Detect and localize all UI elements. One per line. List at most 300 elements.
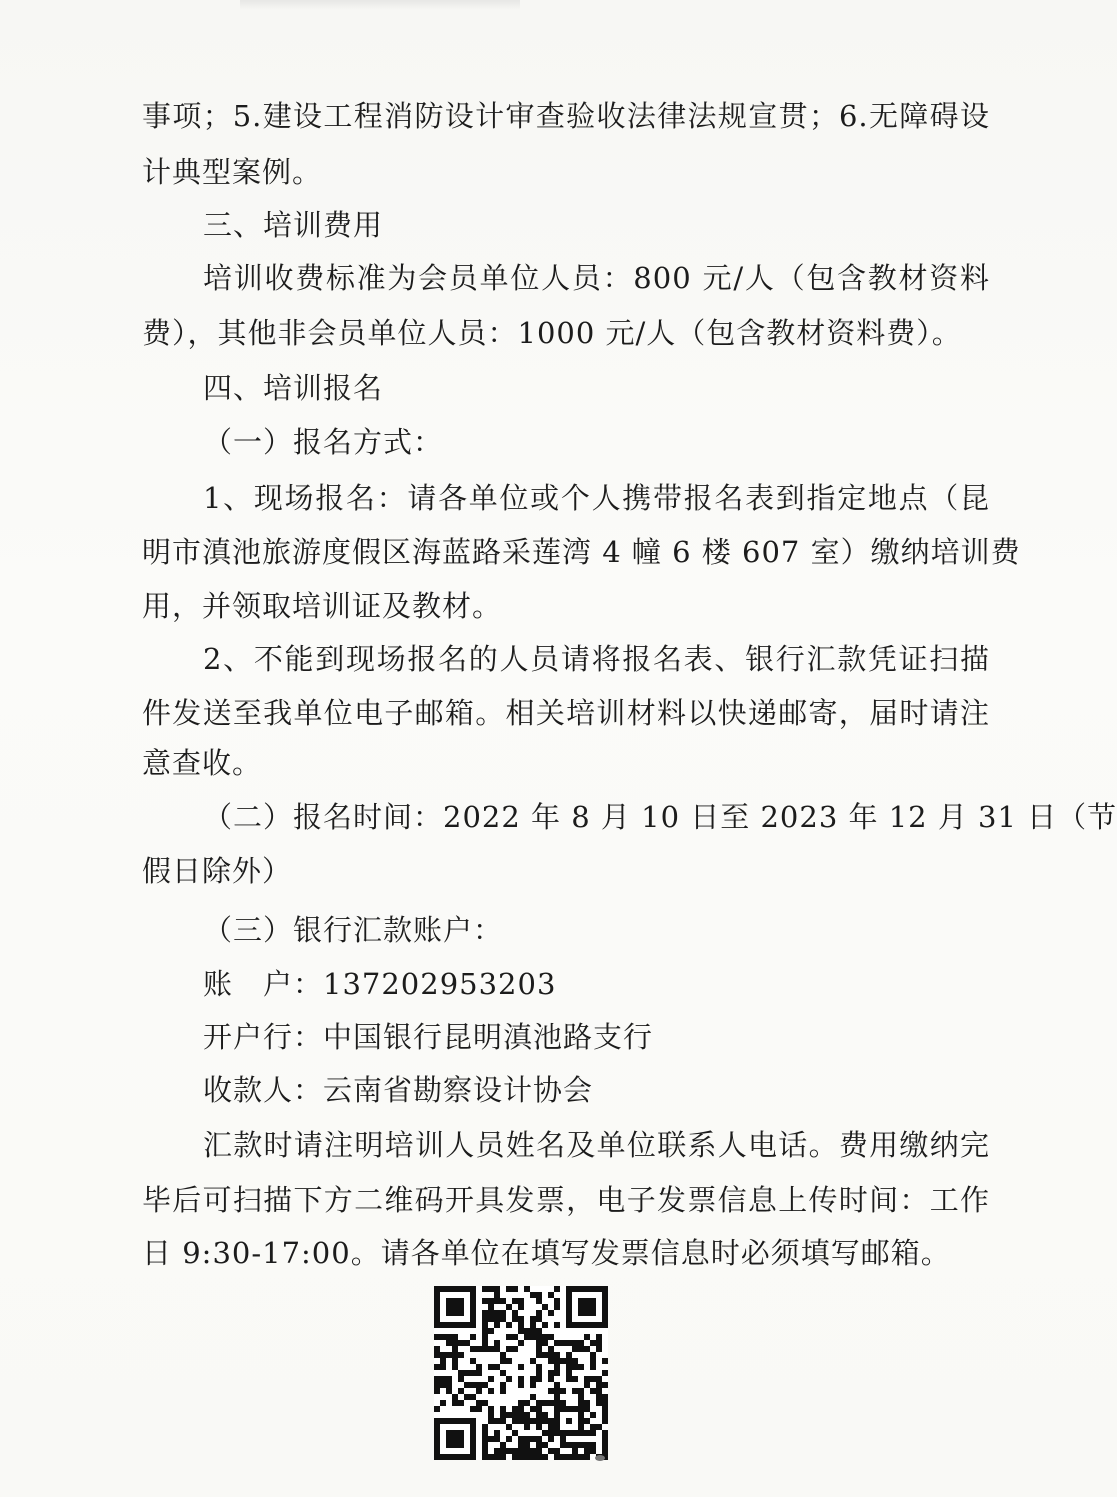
- qr-module: [446, 1322, 452, 1328]
- qr-module: [524, 1328, 530, 1334]
- qr-module: [494, 1418, 500, 1424]
- qr-module: [470, 1418, 476, 1424]
- qr-module: [590, 1430, 596, 1436]
- payment-note-line-2: 毕后可扫描下方二维码开具发票，电子发票信息上传时间：工作: [142, 1183, 990, 1217]
- qr-module: [536, 1316, 542, 1322]
- qr-module: [488, 1364, 494, 1370]
- qr-module: [470, 1370, 476, 1376]
- qr-module: [488, 1286, 494, 1292]
- qr-module: [506, 1358, 512, 1364]
- qr-module: [434, 1334, 440, 1340]
- qr-module: [518, 1298, 524, 1304]
- qr-module: [530, 1382, 536, 1388]
- qr-module: [578, 1406, 584, 1412]
- qr-module: [584, 1286, 590, 1292]
- qr-module: [602, 1406, 608, 1412]
- qr-module: [470, 1394, 476, 1400]
- qr-module: [536, 1400, 542, 1406]
- qr-module: [536, 1340, 542, 1346]
- qr-module: [566, 1418, 572, 1424]
- qr-module: [512, 1418, 518, 1424]
- qr-module: [578, 1430, 584, 1436]
- qr-module: [458, 1340, 464, 1346]
- qr-module: [518, 1340, 524, 1346]
- qr-module: [434, 1292, 440, 1298]
- qr-module: [506, 1322, 512, 1328]
- qr-module: [590, 1364, 596, 1370]
- qr-module: [470, 1448, 476, 1454]
- qr-module: [512, 1334, 518, 1340]
- qr-module: [494, 1430, 500, 1436]
- qr-module: [536, 1412, 542, 1418]
- qr-module: [506, 1424, 512, 1430]
- qr-module: [578, 1394, 584, 1400]
- qr-module: [602, 1298, 608, 1304]
- qr-module: [518, 1328, 524, 1334]
- qr-module: [530, 1376, 536, 1382]
- qr-module: [554, 1298, 560, 1304]
- qr-module: [434, 1346, 440, 1352]
- qr-module: [506, 1304, 512, 1310]
- qr-module: [602, 1304, 608, 1310]
- qr-module: [554, 1286, 560, 1292]
- qr-module: [488, 1406, 494, 1412]
- qr-module: [602, 1370, 608, 1376]
- qr-module: [578, 1322, 584, 1328]
- bank-account-heading: （三）银行汇款账户：: [203, 913, 504, 947]
- qr-module: [566, 1358, 572, 1364]
- qr-module: [476, 1406, 482, 1412]
- qr-module: [506, 1436, 512, 1442]
- qr-module: [506, 1376, 512, 1382]
- qr-module: [452, 1334, 458, 1340]
- qr-module: [440, 1334, 446, 1340]
- qr-module: [584, 1430, 590, 1436]
- qr-module: [512, 1286, 518, 1292]
- qr-module: [464, 1394, 470, 1400]
- qr-module: [464, 1286, 470, 1292]
- qr-module: [548, 1352, 554, 1358]
- qr-module: [434, 1424, 440, 1430]
- qr-module: [440, 1358, 446, 1364]
- qr-module: [464, 1370, 470, 1376]
- qr-module: [554, 1448, 560, 1454]
- qr-module: [506, 1286, 512, 1292]
- qr-module: [458, 1430, 464, 1436]
- qr-module: [434, 1406, 440, 1412]
- qr-module: [524, 1334, 530, 1340]
- qr-module: [554, 1388, 560, 1394]
- qr-module: [452, 1358, 458, 1364]
- qr-module: [524, 1424, 530, 1430]
- qr-module: [602, 1310, 608, 1316]
- qr-module: [548, 1346, 554, 1352]
- qr-module: [572, 1442, 578, 1448]
- qr-module: [596, 1424, 602, 1430]
- qr-module: [572, 1430, 578, 1436]
- qr-module: [506, 1448, 512, 1454]
- qr-module: [596, 1388, 602, 1394]
- qr-module: [434, 1352, 440, 1358]
- onsite-line-2: 明市滇池旅游度假区海蓝路采莲湾 4 幢 6 楼 607 室）缴纳培训费: [142, 535, 1021, 569]
- qr-module: [530, 1418, 536, 1424]
- qr-module: [536, 1334, 542, 1340]
- qr-module: [578, 1424, 584, 1430]
- qr-module: [452, 1436, 458, 1442]
- qr-module: [434, 1376, 440, 1382]
- qr-module: [494, 1346, 500, 1352]
- qr-module: [530, 1454, 536, 1460]
- qr-module: [566, 1316, 572, 1322]
- qr-module: [572, 1406, 578, 1412]
- qr-module: [566, 1292, 572, 1298]
- qr-module: [440, 1364, 446, 1370]
- qr-module: [434, 1388, 440, 1394]
- qr-module: [536, 1406, 542, 1412]
- qr-module: [482, 1322, 488, 1328]
- qr-module: [446, 1298, 452, 1304]
- qr-module: [596, 1382, 602, 1388]
- qr-module: [470, 1310, 476, 1316]
- qr-module: [524, 1442, 530, 1448]
- qr-module: [500, 1406, 506, 1412]
- qr-module: [434, 1316, 440, 1322]
- qr-module: [548, 1370, 554, 1376]
- qr-module: [494, 1340, 500, 1346]
- qr-module: [602, 1400, 608, 1406]
- qr-module: [578, 1340, 584, 1346]
- qr-module: [548, 1310, 554, 1316]
- qr-module: [518, 1454, 524, 1460]
- qr-module: [566, 1454, 572, 1460]
- qr-module: [500, 1316, 506, 1322]
- qr-module: [482, 1400, 488, 1406]
- payment-note-line-3: 日 9:30-17:00。请各单位在填写发票信息时必须填写邮箱。: [142, 1236, 951, 1270]
- qr-module: [602, 1448, 608, 1454]
- qr-module: [572, 1364, 578, 1370]
- qr-module: [566, 1406, 572, 1412]
- qr-module: [602, 1292, 608, 1298]
- qr-module: [548, 1448, 554, 1454]
- qr-module: [458, 1304, 464, 1310]
- qr-module: [470, 1322, 476, 1328]
- qr-module: [500, 1382, 506, 1388]
- qr-module: [446, 1382, 452, 1388]
- qr-module: [536, 1454, 542, 1460]
- bank-name: 开户行：中国银行昆明滇池路支行: [203, 1020, 654, 1054]
- qr-module: [458, 1322, 464, 1328]
- qr-module: [554, 1406, 560, 1412]
- qr-module: [560, 1436, 566, 1442]
- qr-module: [566, 1352, 572, 1358]
- qr-module: [536, 1310, 542, 1316]
- qr-module: [572, 1346, 578, 1352]
- qr-module: [536, 1376, 542, 1382]
- qr-module: [590, 1424, 596, 1430]
- qr-module: [452, 1322, 458, 1328]
- qr-module: [470, 1382, 476, 1388]
- qr-module: [566, 1376, 572, 1382]
- qr-module: [494, 1454, 500, 1460]
- qr-module: [470, 1358, 476, 1364]
- qr-module: [452, 1400, 458, 1406]
- qr-module: [590, 1310, 596, 1316]
- qr-module: [530, 1322, 536, 1328]
- qr-module: [554, 1340, 560, 1346]
- qr-module: [566, 1304, 572, 1310]
- qr-module: [482, 1298, 488, 1304]
- qr-module: [470, 1316, 476, 1322]
- qr-module: [452, 1364, 458, 1370]
- qr-module: [566, 1340, 572, 1346]
- qr-module: [500, 1370, 506, 1376]
- fee-line-1: 培训收费标准为会员单位人员：800 元/人（包含教材资料: [203, 261, 990, 295]
- qr-module: [452, 1442, 458, 1448]
- qr-module: [602, 1316, 608, 1322]
- qr-module: [542, 1352, 548, 1358]
- qr-module: [458, 1352, 464, 1358]
- onsite-line-3: 用，并领取培训证及教材。: [142, 589, 503, 623]
- qr-module: [470, 1292, 476, 1298]
- qr-module: [482, 1334, 488, 1340]
- registration-time-line-1: （二）报名时间：2022 年 8 月 10 日至 2023 年 12 月 31 日（节: [203, 800, 1117, 834]
- qr-module: [530, 1316, 536, 1322]
- qr-module: [584, 1382, 590, 1388]
- qr-module: [554, 1454, 560, 1460]
- qr-module: [560, 1340, 566, 1346]
- qr-module: [458, 1436, 464, 1442]
- qr-module: [434, 1418, 440, 1424]
- qr-module: [482, 1448, 488, 1454]
- qr-module: [548, 1424, 554, 1430]
- qr-module: [494, 1298, 500, 1304]
- qr-module: [554, 1412, 560, 1418]
- qr-module: [530, 1328, 536, 1334]
- qr-module: [554, 1352, 560, 1358]
- qr-module: [440, 1400, 446, 1406]
- qr-module: [530, 1436, 536, 1442]
- qr-module: [536, 1298, 542, 1304]
- qr-module: [434, 1448, 440, 1454]
- qr-module: [500, 1298, 506, 1304]
- qr-module: [590, 1448, 596, 1454]
- qr-module: [464, 1340, 470, 1346]
- qr-module: [584, 1322, 590, 1328]
- qr-module: [602, 1412, 608, 1418]
- qr-module: [476, 1388, 482, 1394]
- qr-module: [584, 1304, 590, 1310]
- qr-module: [566, 1286, 572, 1292]
- qr-module: [434, 1364, 440, 1370]
- qr-module: [596, 1400, 602, 1406]
- qr-module: [578, 1298, 584, 1304]
- qr-module: [488, 1454, 494, 1460]
- qr-module: [554, 1430, 560, 1436]
- qr-module: [470, 1346, 476, 1352]
- qr-module: [542, 1334, 548, 1340]
- qr-module: [488, 1388, 494, 1394]
- qr-module: [590, 1442, 596, 1448]
- qr-module: [584, 1448, 590, 1454]
- registration-time-line-2: 假日除外）: [142, 854, 293, 888]
- qr-module: [500, 1310, 506, 1316]
- qr-module: [482, 1442, 488, 1448]
- qr-module: [554, 1382, 560, 1388]
- qr-module: [458, 1286, 464, 1292]
- qr-module: [560, 1400, 566, 1406]
- qr-module: [524, 1400, 530, 1406]
- qr-module: [536, 1370, 542, 1376]
- qr-code-icon[interactable]: [434, 1286, 608, 1460]
- qr-module: [524, 1448, 530, 1454]
- qr-module: [524, 1418, 530, 1424]
- qr-module: [554, 1394, 560, 1400]
- qr-module: [446, 1340, 452, 1346]
- qr-module: [566, 1370, 572, 1376]
- qr-module: [578, 1400, 584, 1406]
- qr-module: [482, 1454, 488, 1460]
- qr-module: [470, 1286, 476, 1292]
- qr-module: [536, 1448, 542, 1454]
- qr-module: [482, 1286, 488, 1292]
- qr-module: [548, 1400, 554, 1406]
- qr-module: [482, 1340, 488, 1346]
- qr-module: [518, 1442, 524, 1448]
- remote-line-2: 件发送至我单位电子邮箱。相关培训材料以快递邮寄，届时请注: [142, 696, 990, 730]
- qr-module: [464, 1418, 470, 1424]
- qr-module: [494, 1322, 500, 1328]
- qr-module: [446, 1454, 452, 1460]
- qr-module: [488, 1304, 494, 1310]
- qr-module: [536, 1442, 542, 1448]
- qr-module: [560, 1388, 566, 1394]
- qr-module: [434, 1304, 440, 1310]
- qr-module: [458, 1454, 464, 1460]
- qr-module: [590, 1412, 596, 1418]
- qr-module: [452, 1394, 458, 1400]
- qr-module: [482, 1346, 488, 1352]
- qr-module: [548, 1334, 554, 1340]
- qr-module: [470, 1430, 476, 1436]
- qr-module: [494, 1292, 500, 1298]
- qr-module: [548, 1292, 554, 1298]
- qr-module: [518, 1364, 524, 1370]
- qr-module: [602, 1442, 608, 1448]
- qr-module: [524, 1286, 530, 1292]
- qr-module: [602, 1418, 608, 1424]
- qr-module: [560, 1454, 566, 1460]
- qr-module: [578, 1286, 584, 1292]
- qr-module: [470, 1304, 476, 1310]
- qr-module: [518, 1316, 524, 1322]
- qr-module: [494, 1448, 500, 1454]
- qr-module: [560, 1442, 566, 1448]
- qr-module: [554, 1400, 560, 1406]
- qr-module: [434, 1382, 440, 1388]
- qr-module: [560, 1358, 566, 1364]
- qr-module: [602, 1382, 608, 1388]
- qr-module: [578, 1454, 584, 1460]
- qr-module: [572, 1448, 578, 1454]
- qr-module: [470, 1454, 476, 1460]
- qr-module: [596, 1376, 602, 1382]
- qr-module: [512, 1316, 518, 1322]
- qr-module: [494, 1316, 500, 1322]
- qr-module: [578, 1304, 584, 1310]
- qr-module: [554, 1358, 560, 1364]
- qr-module: [518, 1412, 524, 1418]
- qr-module: [452, 1352, 458, 1358]
- qr-module: [512, 1412, 518, 1418]
- qr-module: [602, 1394, 608, 1400]
- qr-module: [452, 1286, 458, 1292]
- qr-module: [434, 1310, 440, 1316]
- payment-note-line-1: 汇款时请注明培训人员姓名及单位联系人电话。费用缴纳完: [203, 1128, 990, 1162]
- qr-module: [572, 1454, 578, 1460]
- qr-module: [476, 1370, 482, 1376]
- qr-module: [590, 1352, 596, 1358]
- qr-module: [458, 1298, 464, 1304]
- qr-module: [446, 1304, 452, 1310]
- qr-module: [548, 1358, 554, 1364]
- qr-module: [548, 1418, 554, 1424]
- qr-module: [542, 1412, 548, 1418]
- qr-module: [488, 1298, 494, 1304]
- qr-module: [482, 1310, 488, 1316]
- qr-module: [452, 1430, 458, 1436]
- qr-module: [434, 1430, 440, 1436]
- topics-line-2: 计典型案例。: [142, 155, 323, 189]
- qr-module: [494, 1286, 500, 1292]
- qr-module: [536, 1424, 542, 1430]
- qr-module: [446, 1442, 452, 1448]
- qr-module: [512, 1430, 518, 1436]
- qr-module: [548, 1376, 554, 1382]
- qr-module: [524, 1454, 530, 1460]
- qr-module: [464, 1454, 470, 1460]
- qr-module: [548, 1388, 554, 1394]
- qr-module: [434, 1286, 440, 1292]
- section-heading-fees: 三、培训费用: [203, 208, 384, 242]
- qr-module: [482, 1430, 488, 1436]
- qr-module: [482, 1316, 488, 1322]
- qr-module: [440, 1322, 446, 1328]
- qr-module: [578, 1442, 584, 1448]
- qr-module: [596, 1334, 602, 1340]
- qr-module: [488, 1376, 494, 1382]
- qr-module: [554, 1370, 560, 1376]
- qr-module: [476, 1382, 482, 1388]
- qr-module: [500, 1448, 506, 1454]
- qr-module: [440, 1382, 446, 1388]
- qr-module: [470, 1406, 476, 1412]
- qr-module: [518, 1406, 524, 1412]
- qr-module: [596, 1346, 602, 1352]
- qr-module: [464, 1382, 470, 1388]
- qr-module: [578, 1388, 584, 1394]
- qr-module: [470, 1298, 476, 1304]
- qr-module: [590, 1388, 596, 1394]
- qr-module: [542, 1418, 548, 1424]
- qr-module: [584, 1334, 590, 1340]
- qr-module: [506, 1334, 512, 1340]
- qr-module: [542, 1430, 548, 1436]
- scan-artifact: [240, 0, 520, 10]
- qr-module: [440, 1454, 446, 1460]
- qr-module: [596, 1394, 602, 1400]
- qr-module: [482, 1424, 488, 1430]
- qr-module: [542, 1304, 548, 1310]
